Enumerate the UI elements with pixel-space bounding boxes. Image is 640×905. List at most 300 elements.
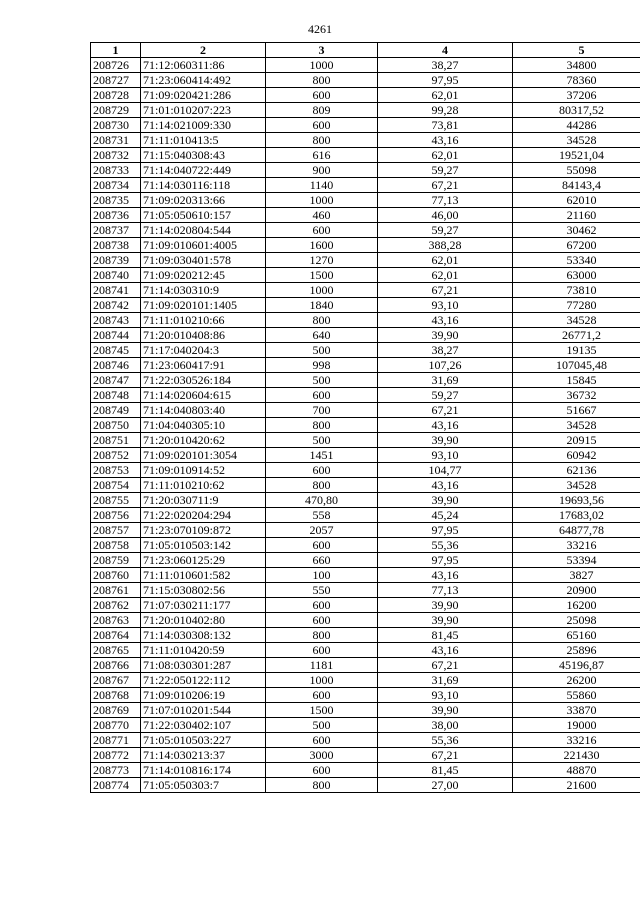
- table-cell-value: 60942: [513, 448, 640, 463]
- table-cell-value: 78360: [513, 73, 640, 88]
- table-cell-rate: 31,69: [378, 373, 513, 388]
- table-cell-code: 71:05:050610:157: [141, 208, 266, 223]
- table-cell-rate: 104,77: [378, 463, 513, 478]
- table-row: [91, 508, 640, 523]
- table-row: [91, 178, 640, 193]
- table-cell-value: 34528: [513, 133, 640, 148]
- table-cell-id: 208744: [91, 328, 141, 343]
- table-cell-value: 15845: [513, 373, 640, 388]
- table-cell-id: 208770: [91, 718, 141, 733]
- table-cell-value: 37206: [513, 88, 640, 103]
- table-cell-rate: 77,13: [378, 583, 513, 598]
- table-row: [91, 478, 640, 493]
- table-cell-code: 71:01:010207:223: [141, 103, 266, 118]
- table-cell-value: 34800: [513, 58, 640, 73]
- table-row: [91, 103, 640, 118]
- table-cell-value: 21600: [513, 778, 640, 793]
- table-row: [91, 358, 640, 373]
- table-cell-id: 208727: [91, 73, 141, 88]
- table-cell-value: 3827: [513, 568, 640, 583]
- table-row: [91, 493, 640, 508]
- table-cell-rate: 62,01: [378, 148, 513, 163]
- table-cell-area: 600: [266, 88, 378, 103]
- table-cell-area: 800: [266, 313, 378, 328]
- table-row: [91, 298, 640, 313]
- table-cell-code: 71:15:040308:43: [141, 148, 266, 163]
- table-cell-code: 71:20:010408:86: [141, 328, 266, 343]
- table-cell-id: 208750: [91, 418, 141, 433]
- table-cell-rate: 97,95: [378, 523, 513, 538]
- table-cell-id: 208753: [91, 463, 141, 478]
- table-cell-code: 71:09:010914:52: [141, 463, 266, 478]
- table-cell-id: 208757: [91, 523, 141, 538]
- table-cell-id: 208746: [91, 358, 141, 373]
- table-cell-id: 208752: [91, 448, 141, 463]
- table-row: [91, 373, 640, 388]
- table-cell-area: 600: [266, 223, 378, 238]
- table-cell-rate: 67,21: [378, 658, 513, 673]
- table-cell-area: 470,80: [266, 493, 378, 508]
- table-cell-id: 208764: [91, 628, 141, 643]
- table-cell-area: 1000: [266, 193, 378, 208]
- table-cell-rate: 388,28: [378, 238, 513, 253]
- table-row: [91, 238, 640, 253]
- table-cell-rate: 67,21: [378, 748, 513, 763]
- table-cell-value: 67200: [513, 238, 640, 253]
- table-cell-rate: 45,24: [378, 508, 513, 523]
- table-cell-area: 660: [266, 553, 378, 568]
- table-cell-code: 71:14:021009:330: [141, 118, 266, 133]
- table-row: [91, 628, 640, 643]
- table-cell-code: 71:07:010201:544: [141, 703, 266, 718]
- table-row: [91, 523, 640, 538]
- table-cell-code: 71:09:020101:3054: [141, 448, 266, 463]
- table-cell-rate: 39,90: [378, 493, 513, 508]
- table-cell-id: 208756: [91, 508, 141, 523]
- table-cell-area: 1000: [266, 283, 378, 298]
- table-cell-rate: 39,90: [378, 433, 513, 448]
- table-cell-area: 600: [266, 463, 378, 478]
- table-cell-rate: 43,16: [378, 643, 513, 658]
- table-cell-id: 208762: [91, 598, 141, 613]
- table-cell-area: 900: [266, 163, 378, 178]
- table-cell-area: 616: [266, 148, 378, 163]
- table-cell-id: 208772: [91, 748, 141, 763]
- table-cell-rate: 107,26: [378, 358, 513, 373]
- table-cell-code: 71:22:020204:294: [141, 508, 266, 523]
- table-cell-value: 73810: [513, 283, 640, 298]
- table-cell-id: 208735: [91, 193, 141, 208]
- table-cell-code: 71:05:010503:227: [141, 733, 266, 748]
- table-cell-code: 71:04:040305:10: [141, 418, 266, 433]
- table-cell-rate: 43,16: [378, 478, 513, 493]
- table-cell-id: 208754: [91, 478, 141, 493]
- table-cell-rate: 59,27: [378, 388, 513, 403]
- table-cell-value: 107045,48: [513, 358, 640, 373]
- table-cell-area: 1270: [266, 253, 378, 268]
- table-row: [91, 643, 640, 658]
- table-cell-area: 600: [266, 643, 378, 658]
- table-cell-value: 19135: [513, 343, 640, 358]
- table-cell-value: 20915: [513, 433, 640, 448]
- table-cell-code: 71:22:030526:184: [141, 373, 266, 388]
- header-cell-4: 4: [378, 43, 513, 58]
- table-cell-code: 71:11:010601:582: [141, 568, 266, 583]
- table-cell-area: 550: [266, 583, 378, 598]
- table-cell-rate: 93,10: [378, 688, 513, 703]
- table-cell-rate: 59,27: [378, 223, 513, 238]
- table-cell-rate: 43,16: [378, 418, 513, 433]
- table-cell-code: 71:17:040204:3: [141, 343, 266, 358]
- table-row: [91, 58, 640, 73]
- table-cell-id: 208743: [91, 313, 141, 328]
- table-cell-value: 51667: [513, 403, 640, 418]
- table-row: [91, 703, 640, 718]
- table-cell-value: 26200: [513, 673, 640, 688]
- table-cell-area: 800: [266, 73, 378, 88]
- table-cell-value: 77280: [513, 298, 640, 313]
- table-cell-id: 208745: [91, 343, 141, 358]
- table-cell-rate: 31,69: [378, 673, 513, 688]
- table-cell-rate: 62,01: [378, 88, 513, 103]
- table-cell-area: 100: [266, 568, 378, 583]
- table-row: [91, 448, 640, 463]
- table-row: [91, 268, 640, 283]
- table-cell-area: 1000: [266, 58, 378, 73]
- table-cell-rate: 39,90: [378, 613, 513, 628]
- table-cell-rate: 67,21: [378, 283, 513, 298]
- table-cell-value: 33216: [513, 733, 640, 748]
- table-cell-rate: 43,16: [378, 568, 513, 583]
- table-cell-code: 71:09:010601:4005: [141, 238, 266, 253]
- table-row: [91, 733, 640, 748]
- table-cell-area: 700: [266, 403, 378, 418]
- table-row: [91, 313, 640, 328]
- table-cell-rate: 81,45: [378, 763, 513, 778]
- table-cell-code: 71:23:060414:492: [141, 73, 266, 88]
- table-cell-code: 71:22:050122:112: [141, 673, 266, 688]
- data-table: [90, 42, 640, 793]
- table-row: [91, 148, 640, 163]
- table-cell-rate: 39,90: [378, 328, 513, 343]
- table-row: [91, 418, 640, 433]
- table-cell-value: 36732: [513, 388, 640, 403]
- table-cell-value: 221430: [513, 748, 640, 763]
- table-cell-id: 208755: [91, 493, 141, 508]
- table-cell-id: 208734: [91, 178, 141, 193]
- table-cell-value: 44286: [513, 118, 640, 133]
- table-cell-rate: 77,13: [378, 193, 513, 208]
- table-cell-value: 33870: [513, 703, 640, 718]
- table-cell-id: 208728: [91, 88, 141, 103]
- table-cell-code: 71:09:020313:66: [141, 193, 266, 208]
- table-cell-area: 500: [266, 373, 378, 388]
- table-row: [91, 283, 640, 298]
- table-cell-rate: 38,27: [378, 58, 513, 73]
- header-cell-3: 3: [266, 43, 378, 58]
- table-cell-rate: 38,27: [378, 343, 513, 358]
- table-row: [91, 598, 640, 613]
- table-row: [91, 688, 640, 703]
- table-cell-value: 20900: [513, 583, 640, 598]
- table-cell-id: 208739: [91, 253, 141, 268]
- table-row: [91, 118, 640, 133]
- table-cell-area: 809: [266, 103, 378, 118]
- table-cell-code: 71:11:010210:66: [141, 313, 266, 328]
- table-cell-code: 71:14:030213:37: [141, 748, 266, 763]
- table-cell-id: 208773: [91, 763, 141, 778]
- table-cell-id: 208741: [91, 283, 141, 298]
- table-row: [91, 433, 640, 448]
- table-cell-area: 800: [266, 778, 378, 793]
- table-cell-id: 208763: [91, 613, 141, 628]
- table-cell-rate: 93,10: [378, 448, 513, 463]
- table-cell-code: 71:11:010420:59: [141, 643, 266, 658]
- table-cell-code: 71:14:040722:449: [141, 163, 266, 178]
- table-cell-area: 600: [266, 118, 378, 133]
- table-cell-area: 998: [266, 358, 378, 373]
- table-cell-code: 71:09:010206:19: [141, 688, 266, 703]
- table-header: [91, 43, 640, 58]
- table-cell-rate: 62,01: [378, 253, 513, 268]
- table-cell-code: 71:05:050303:7: [141, 778, 266, 793]
- table-row: [91, 193, 640, 208]
- table-row: [91, 658, 640, 673]
- table-cell-code: 71:11:010413:5: [141, 133, 266, 148]
- table-cell-value: 53394: [513, 553, 640, 568]
- table-cell-id: 208742: [91, 298, 141, 313]
- table-cell-area: 800: [266, 133, 378, 148]
- table-cell-code: 71:14:030116:118: [141, 178, 266, 193]
- table-row: [91, 568, 640, 583]
- table-cell-code: 71:14:040803:40: [141, 403, 266, 418]
- table-cell-id: 208758: [91, 538, 141, 553]
- table-cell-id: 208749: [91, 403, 141, 418]
- table-cell-value: 55098: [513, 163, 640, 178]
- table-cell-id: 208748: [91, 388, 141, 403]
- table-cell-code: 71:22:030402:107: [141, 718, 266, 733]
- table-cell-id: 208726: [91, 58, 141, 73]
- table-cell-value: 33216: [513, 538, 640, 553]
- table-cell-value: 64877,78: [513, 523, 640, 538]
- table-cell-code: 71:09:030401:578: [141, 253, 266, 268]
- table-cell-area: 1451: [266, 448, 378, 463]
- table-cell-value: 53340: [513, 253, 640, 268]
- table-cell-value: 84143,4: [513, 178, 640, 193]
- table-cell-rate: 67,21: [378, 403, 513, 418]
- table-cell-value: 34528: [513, 478, 640, 493]
- table-cell-area: 1500: [266, 703, 378, 718]
- table-cell-area: 600: [266, 733, 378, 748]
- table-row: [91, 538, 640, 553]
- table-cell-id: 208771: [91, 733, 141, 748]
- table-cell-id: 208759: [91, 553, 141, 568]
- table-cell-code: 71:11:010210:62: [141, 478, 266, 493]
- table-cell-value: 25896: [513, 643, 640, 658]
- table-cell-code: 71:20:010420:62: [141, 433, 266, 448]
- table-cell-rate: 81,45: [378, 628, 513, 643]
- table-cell-code: 71:23:060125:29: [141, 553, 266, 568]
- table-cell-area: 500: [266, 343, 378, 358]
- table-cell-area: 800: [266, 418, 378, 433]
- header-cell-2: 2: [141, 43, 266, 58]
- table-cell-id: 208730: [91, 118, 141, 133]
- table-cell-area: 1840: [266, 298, 378, 313]
- table-cell-id: 208761: [91, 583, 141, 598]
- table-cell-code: 71:14:030308:132: [141, 628, 266, 643]
- table-row: [91, 163, 640, 178]
- table-row: [91, 343, 640, 358]
- table-cell-value: 19693,56: [513, 493, 640, 508]
- table-cell-id: 208738: [91, 238, 141, 253]
- table-cell-rate: 97,95: [378, 553, 513, 568]
- table-cell-code: 71:23:060417:91: [141, 358, 266, 373]
- table-cell-value: 48870: [513, 763, 640, 778]
- table-cell-code: 71:20:010402:80: [141, 613, 266, 628]
- table-row: [91, 388, 640, 403]
- table-cell-value: 80317,52: [513, 103, 640, 118]
- table-cell-code: 71:09:020212:45: [141, 268, 266, 283]
- table-row: [91, 403, 640, 418]
- table-cell-id: 208747: [91, 373, 141, 388]
- table-cell-id: 208769: [91, 703, 141, 718]
- table-cell-area: 1600: [266, 238, 378, 253]
- table-cell-value: 34528: [513, 313, 640, 328]
- table-cell-rate: 62,01: [378, 268, 513, 283]
- table-row: [91, 133, 640, 148]
- table-cell-value: 45196,87: [513, 658, 640, 673]
- table-cell-code: 71:14:010816:174: [141, 763, 266, 778]
- table-cell-value: 21160: [513, 208, 640, 223]
- table-row: [91, 223, 640, 238]
- table-cell-area: 1181: [266, 658, 378, 673]
- table-cell-rate: 27,00: [378, 778, 513, 793]
- table-cell-id: 208732: [91, 148, 141, 163]
- table-cell-rate: 46,00: [378, 208, 513, 223]
- table-cell-value: 26771,2: [513, 328, 640, 343]
- table-row: [91, 673, 640, 688]
- table-cell-code: 71:14:020804:544: [141, 223, 266, 238]
- table-cell-area: 600: [266, 688, 378, 703]
- table-cell-code: 71:20:030711:9: [141, 493, 266, 508]
- table-row: [91, 553, 640, 568]
- table-cell-value: 34528: [513, 418, 640, 433]
- table-cell-id: 208766: [91, 658, 141, 673]
- table-cell-value: 17683,02: [513, 508, 640, 523]
- table-row: [91, 73, 640, 88]
- table-cell-rate: 39,90: [378, 703, 513, 718]
- table-cell-area: 3000: [266, 748, 378, 763]
- table-cell-value: 16200: [513, 598, 640, 613]
- table-row: [91, 718, 640, 733]
- table-cell-code: 71:14:030310:9: [141, 283, 266, 298]
- header-row: [91, 43, 640, 58]
- table-cell-area: 800: [266, 478, 378, 493]
- table-row: [91, 613, 640, 628]
- table-cell-code: 71:09:020101:1405: [141, 298, 266, 313]
- table-cell-area: 2057: [266, 523, 378, 538]
- table-row: [91, 463, 640, 478]
- table-cell-rate: 97,95: [378, 73, 513, 88]
- table-cell-area: 1140: [266, 178, 378, 193]
- table-cell-area: 1500: [266, 268, 378, 283]
- table-row: [91, 253, 640, 268]
- table-cell-id: 208731: [91, 133, 141, 148]
- table-row: [91, 88, 640, 103]
- table-cell-area: 500: [266, 718, 378, 733]
- table-cell-value: 30462: [513, 223, 640, 238]
- table-cell-value: 19000: [513, 718, 640, 733]
- table-cell-id: 208733: [91, 163, 141, 178]
- table-cell-value: 63000: [513, 268, 640, 283]
- table-cell-code: 71:12:060311:86: [141, 58, 266, 73]
- table-cell-value: 55860: [513, 688, 640, 703]
- header-cell-5: 5: [513, 43, 640, 58]
- table-cell-rate: 73,81: [378, 118, 513, 133]
- table-cell-id: 208774: [91, 778, 141, 793]
- table-row: [91, 748, 640, 763]
- table-cell-id: 208736: [91, 208, 141, 223]
- table-cell-rate: 59,27: [378, 163, 513, 178]
- table-cell-area: 558: [266, 508, 378, 523]
- table-cell-rate: 99,28: [378, 103, 513, 118]
- table-cell-code: 71:09:020421:286: [141, 88, 266, 103]
- table-cell-id: 208740: [91, 268, 141, 283]
- table-cell-id: 208767: [91, 673, 141, 688]
- header-cell-1: 1: [91, 43, 141, 58]
- table-row: [91, 328, 640, 343]
- table-cell-id: 208737: [91, 223, 141, 238]
- table-cell-code: 71:08:030301:287: [141, 658, 266, 673]
- table-row: [91, 208, 640, 223]
- table-cell-area: 1000: [266, 673, 378, 688]
- table-cell-value: 19521,04: [513, 148, 640, 163]
- table-cell-value: 62010: [513, 193, 640, 208]
- table-row: [91, 583, 640, 598]
- table-cell-area: 640: [266, 328, 378, 343]
- table-cell-area: 600: [266, 598, 378, 613]
- table-cell-rate: 43,16: [378, 133, 513, 148]
- table-cell-area: 600: [266, 613, 378, 628]
- table-cell-area: 600: [266, 763, 378, 778]
- table-cell-rate: 55,36: [378, 538, 513, 553]
- table-cell-id: 208751: [91, 433, 141, 448]
- table-cell-code: 71:23:070109:872: [141, 523, 266, 538]
- table-cell-code: 71:14:020604:615: [141, 388, 266, 403]
- table-cell-area: 600: [266, 538, 378, 553]
- table-cell-area: 600: [266, 388, 378, 403]
- table-cell-value: 65160: [513, 628, 640, 643]
- table-cell-rate: 43,16: [378, 313, 513, 328]
- page-number: 4261: [308, 22, 332, 36]
- table-cell-code: 71:15:030802:56: [141, 583, 266, 598]
- table-cell-rate: 39,90: [378, 598, 513, 613]
- table-cell-id: 208729: [91, 103, 141, 118]
- table-cell-value: 25098: [513, 613, 640, 628]
- table-cell-area: 500: [266, 433, 378, 448]
- table-cell-rate: 67,21: [378, 178, 513, 193]
- table-cell-id: 208768: [91, 688, 141, 703]
- table-cell-id: 208760: [91, 568, 141, 583]
- table-cell-code: 71:07:030211:177: [141, 598, 266, 613]
- table-cell-code: 71:05:010503:142: [141, 538, 266, 553]
- table-cell-id: 208765: [91, 643, 141, 658]
- table-cell-rate: 38,00: [378, 718, 513, 733]
- table-row: [91, 778, 640, 793]
- table-cell-value: 62136: [513, 463, 640, 478]
- table-cell-rate: 55,36: [378, 733, 513, 748]
- table-cell-area: 460: [266, 208, 378, 223]
